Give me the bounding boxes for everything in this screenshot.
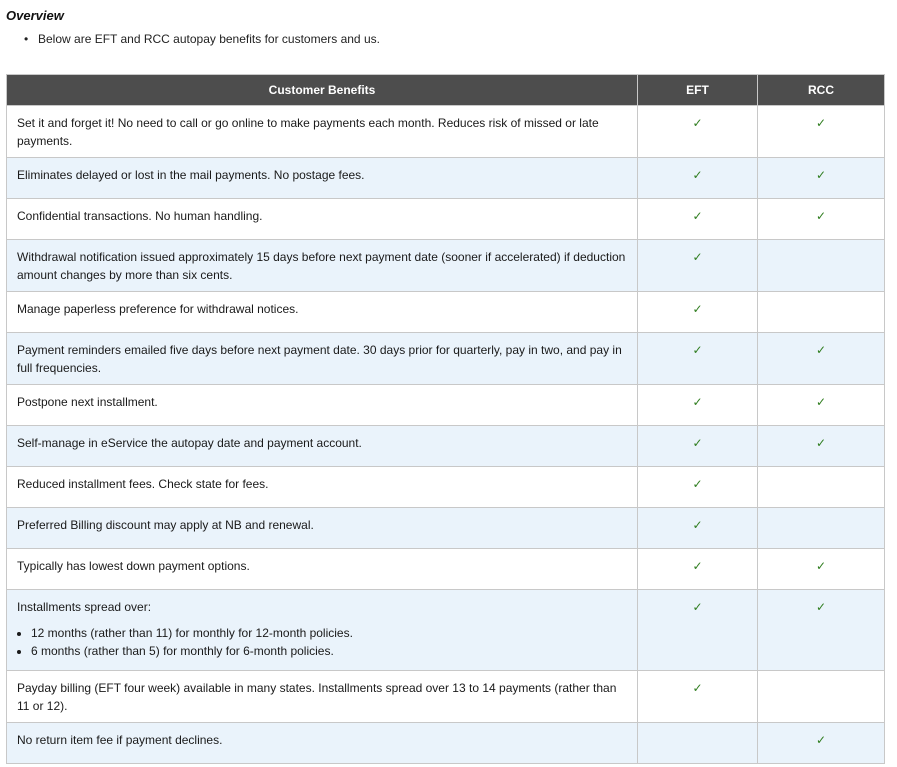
benefit-text: Reduced installment fees. Check state for fees. (17, 477, 269, 491)
benefit-cell (7, 240, 638, 292)
benefit-text: Manage paperless preference for withdrawal notices. (17, 302, 299, 316)
table-row (7, 240, 885, 292)
checkmark-icon: ✓ (815, 168, 827, 182)
benefit-text: Payday billing (EFT four week) available in many states. Installments spread over 13 to 14 payments (rather than 11 or 12). (17, 681, 617, 713)
benefit-text: Confidential transactions. No human handling. (17, 209, 263, 223)
eft-cell (638, 549, 758, 590)
table-row (7, 723, 885, 764)
table-row (7, 106, 885, 158)
checkmark-icon: ✓ (692, 600, 703, 614)
rcc-cell (758, 292, 885, 333)
checkmark-icon: ✓ (815, 733, 827, 747)
benefit-cell (7, 106, 638, 158)
rcc-cell (758, 723, 885, 764)
rcc-cell (758, 508, 885, 549)
checkmark-icon: ✓ (692, 116, 703, 130)
table-row (7, 549, 885, 590)
header-rcc: RCC (758, 75, 885, 106)
table-header-row (7, 75, 885, 106)
checkmark-icon: ✓ (815, 559, 827, 573)
eft-cell (638, 671, 758, 723)
benefit-cell (7, 426, 638, 467)
overview-bullet (24, 32, 380, 46)
benefit-text: Postpone next installment. (17, 395, 158, 409)
benefit-text: Self-manage in eService the autopay date and payment account. (17, 436, 362, 450)
overview-bullet-text: Below are EFT and RCC autopay benefits for customers and us. (38, 32, 380, 46)
benefit-cell (7, 671, 638, 723)
checkmark-icon: ✓ (692, 168, 703, 182)
table-row (7, 199, 885, 240)
checkmark-icon: ✓ (692, 209, 703, 223)
rcc-cell (758, 158, 885, 199)
checkmark-icon: ✓ (692, 559, 703, 573)
benefit-cell (7, 385, 638, 426)
checkmark-icon: ✓ (692, 250, 703, 264)
checkmark-icon: ✓ (815, 600, 827, 614)
header-eft: EFT (638, 75, 758, 106)
benefit-text: Withdrawal notification issued approximately 15 days before next payment date (sooner if accelerated) if deduction amount changes by more than six cents. (17, 250, 626, 282)
table-row (7, 590, 885, 671)
checkmark-icon: ✓ (692, 477, 703, 491)
table-row (7, 671, 885, 723)
benefit-cell (7, 590, 638, 671)
checkmark-icon: ✓ (692, 681, 703, 695)
eft-cell (638, 426, 758, 467)
eft-cell (638, 292, 758, 333)
eft-cell (638, 240, 758, 292)
eft-cell (638, 333, 758, 385)
benefit-cell (7, 333, 638, 385)
eft-cell (638, 158, 758, 199)
eft-cell (638, 467, 758, 508)
benefit-text: Preferred Billing discount may apply at NB and renewal. (17, 518, 314, 532)
benefit-subitem: • 6 months (rather than 5) for monthly for 6-month policies. (31, 642, 627, 660)
eft-cell (638, 723, 758, 764)
checkmark-icon: ✓ (815, 395, 827, 409)
benefit-cell (7, 199, 638, 240)
table-row (7, 426, 885, 467)
checkmark-icon: ✓ (692, 395, 703, 409)
header-customer-benefits: Customer Benefits (7, 75, 638, 106)
checkmark-icon: ✓ (815, 209, 827, 223)
benefit-text: Typically has lowest down payment options. (17, 559, 250, 573)
rcc-cell (758, 467, 885, 508)
benefit-cell (7, 508, 638, 549)
checkmark-icon: ✓ (815, 436, 827, 450)
benefit-text: Eliminates delayed or lost in the mail payments. No postage fees. (17, 168, 365, 182)
table-row (7, 508, 885, 549)
rcc-cell (758, 671, 885, 723)
rcc-cell (758, 199, 885, 240)
table-row (7, 333, 885, 385)
table-row (7, 385, 885, 426)
benefit-subitems (17, 624, 627, 660)
rcc-cell (758, 333, 885, 385)
checkmark-icon: ✓ (692, 343, 703, 357)
benefits-table (6, 74, 885, 764)
benefit-cell (7, 723, 638, 764)
eft-cell (638, 106, 758, 158)
checkmark-icon: ✓ (815, 116, 827, 130)
table-row (7, 158, 885, 199)
eft-cell (638, 385, 758, 426)
benefit-cell (7, 467, 638, 508)
table-row (7, 292, 885, 333)
benefit-cell (7, 158, 638, 199)
benefit-subitem: • 12 months (rather than 11) for monthly for 12-month policies. (31, 624, 627, 642)
eft-cell (638, 199, 758, 240)
bullet-dot-icon: • (24, 32, 29, 46)
benefit-text: No return item fee if payment declines. (17, 733, 223, 747)
table-body (7, 106, 885, 764)
benefit-cell (7, 292, 638, 333)
rcc-cell (758, 426, 885, 467)
checkmark-icon: ✓ (815, 343, 827, 357)
benefit-cell (7, 549, 638, 590)
eft-cell (638, 508, 758, 549)
rcc-cell (758, 590, 885, 671)
benefit-text: Payment reminders emailed five days before next payment date. 30 days prior for quarterly, pay in two, and pay in full frequencies. (17, 343, 622, 375)
checkmark-icon: ✓ (692, 436, 703, 450)
benefit-text: Installments spread over: (17, 600, 152, 614)
table-row (7, 467, 885, 508)
checkmark-icon: ✓ (692, 518, 703, 532)
overview-title: Overview (6, 8, 64, 23)
rcc-cell (758, 106, 885, 158)
rcc-cell (758, 240, 885, 292)
rcc-cell (758, 385, 885, 426)
benefit-text: Set it and forget it! No need to call or go online to make payments each month. Reduces risk of missed or late payments. (17, 116, 599, 148)
eft-cell (638, 590, 758, 671)
checkmark-icon: ✓ (692, 302, 703, 316)
rcc-cell (758, 549, 885, 590)
